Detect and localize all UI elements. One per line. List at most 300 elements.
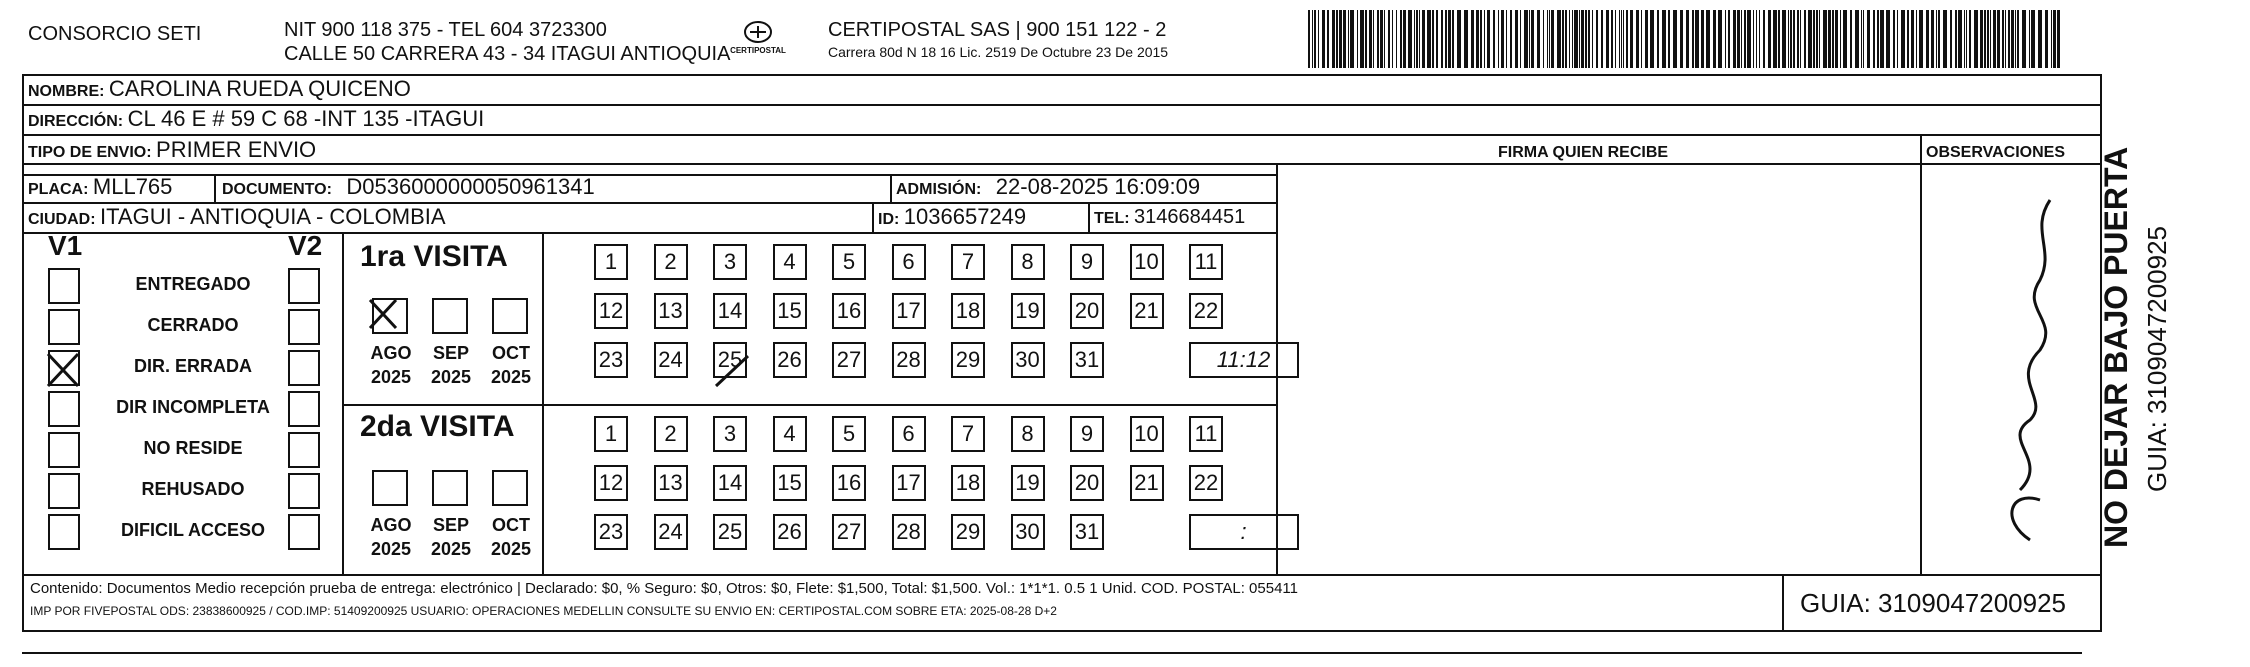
barcode-bar [1369, 10, 1372, 68]
day-box[interactable]: 28 [892, 514, 926, 550]
barcode-bar [1797, 10, 1799, 68]
barcode-bar [1403, 10, 1406, 68]
day-box[interactable]: 9 [1070, 244, 1104, 280]
observaciones-header: OBSERVACIONES [1926, 144, 2065, 161]
v1-checkbox[interactable] [48, 432, 80, 468]
v2-checkbox[interactable] [288, 268, 320, 304]
day-box[interactable]: 14 [713, 293, 747, 329]
status-label: DIR. ERRADA [133, 356, 252, 376]
day-box[interactable]: 24 [654, 342, 688, 378]
tel-row [1094, 206, 1245, 229]
day-box[interactable]: 14 [713, 465, 747, 501]
barcode-bar [1484, 10, 1485, 68]
month-checkbox[interactable] [492, 298, 528, 334]
month-label: AGO [370, 515, 412, 535]
day-box[interactable]: 3 [713, 416, 747, 452]
barcode-bar [1897, 10, 1898, 68]
barcode-bar [1601, 10, 1603, 68]
id-value: 1036657249 [903, 204, 1027, 229]
day-box[interactable]: 23 [594, 514, 628, 550]
barcode-bar [1611, 10, 1613, 68]
barcode-bar [2017, 10, 2019, 68]
dir-errada-check-mark [44, 350, 84, 390]
barcode-bar [1360, 10, 1364, 68]
barcode-bar [1487, 10, 1490, 68]
barcode-bar [1531, 10, 1534, 68]
barcode-bar [2031, 10, 2035, 68]
admision-label: ADMISIÓN: [896, 181, 982, 198]
v1-checkbox[interactable] [48, 309, 80, 345]
day-box[interactable]: 1 [594, 416, 628, 452]
barcode-bar [1725, 10, 1726, 68]
barcode-bar [2029, 10, 2030, 68]
barcode-bar [1990, 10, 1991, 68]
month-checkbox[interactable] [492, 470, 528, 506]
barcode-bar [1782, 10, 1786, 68]
barcode-bar [1619, 10, 1620, 68]
barcode-bar [1911, 10, 1914, 68]
barcode-bar [1974, 10, 1978, 68]
day-box[interactable]: 24 [654, 514, 688, 550]
ciudad-row [28, 204, 446, 230]
admision-row [896, 174, 1200, 200]
barcode-bar [1588, 10, 1590, 68]
day-box[interactable]: 19 [1011, 293, 1045, 329]
footer-imp: IMP POR FIVEPOSTAL ODS: 23838600925 / COD.IMP: 51409200925 USUARIO: OPERACIONES MEDELLIN CONSULTE SU ENVIO EN: CERTIPOSTAL.COM SOBRE ETA: 2025-08-28 D+2 [30, 604, 1057, 618]
day-box[interactable]: 31 [1070, 342, 1104, 378]
barcode-bar [1416, 10, 1418, 68]
barcode-bar [1741, 10, 1742, 68]
barcode-bar [1471, 10, 1474, 68]
placa-value: MLL765 [92, 174, 173, 199]
barcode-bar [1551, 10, 1554, 68]
barcode-bar [1936, 10, 1937, 68]
barcode-bar [1574, 10, 1578, 68]
barcode-bar [1419, 10, 1420, 68]
barcode-bar [2011, 10, 2014, 68]
barcode-bar [1547, 10, 1548, 68]
day-box[interactable]: 21 [1130, 293, 1164, 329]
tipo-label: TIPO DE ENVIO: [28, 144, 152, 161]
barcode-bar [1987, 10, 1989, 68]
barcode-bar [1543, 10, 1544, 68]
barcode-bar [1877, 10, 1879, 68]
barcode-bar [1308, 10, 1310, 68]
barcode-bar [1549, 10, 1550, 68]
v1-checkbox[interactable] [48, 268, 80, 304]
barcode-bar [1636, 10, 1639, 68]
barcode-bar [1384, 10, 1385, 68]
barcode-bar [1680, 10, 1683, 68]
barcode-bar [2053, 10, 2056, 68]
barcode-bar [1322, 10, 1325, 68]
tipo-row [28, 137, 316, 163]
barcode-bar [1520, 10, 1521, 68]
day-box[interactable]: 27 [832, 514, 866, 550]
barcode-bar [1396, 10, 1397, 68]
status-label: REHUSADO [141, 479, 245, 499]
placa-row [28, 174, 172, 200]
barcode-bar [1476, 10, 1479, 68]
barcode-bar [1392, 10, 1393, 68]
direccion-row [28, 106, 484, 132]
nombre-row [28, 76, 411, 102]
barcode-bar [1414, 10, 1415, 68]
day-box[interactable]: 19 [1011, 465, 1045, 501]
barcode-bar [1448, 10, 1451, 68]
v2-checkbox[interactable] [288, 432, 320, 468]
barcode-bar [1493, 10, 1495, 68]
day-box[interactable]: 16 [832, 293, 866, 329]
day-box[interactable]: 29 [951, 342, 985, 378]
barcode-bar [2057, 10, 2060, 68]
barcode-bar [1377, 10, 1379, 68]
barcode-bar [1926, 10, 1929, 68]
barcode-bar [1422, 10, 1425, 68]
day-box[interactable]: 30 [1011, 342, 1045, 378]
barcode-bar [1314, 10, 1316, 68]
nombre-label: NOMBRE: [28, 83, 105, 100]
barcode-bar [1840, 10, 1841, 68]
day-box[interactable]: 18 [951, 293, 985, 329]
status-label: DIFICIL ACCESO [120, 520, 265, 540]
barcode-bar [1713, 10, 1716, 68]
barcode-bar [1873, 10, 1875, 68]
handwritten-signature [1960, 190, 2080, 550]
barcode-bar [1861, 10, 1862, 68]
barcode-bar [1400, 10, 1402, 68]
day-box[interactable]: 25 [713, 342, 747, 378]
year-label: 2025 [490, 367, 532, 387]
barcode-bar [1457, 10, 1461, 68]
barcode-bar [1445, 10, 1447, 68]
month-label: AGO [370, 343, 412, 363]
ciudad-value: ITAGUI - ANTIOQUIA - COLOMBIA [100, 204, 446, 229]
barcode-bar [1984, 10, 1986, 68]
barcode-bar [1916, 10, 1917, 68]
direccion-value: CL 46 E # 59 C 68 -INT 135 -ITAGUI [127, 106, 485, 131]
barcode-bar [1630, 10, 1633, 68]
barcode-bar [1657, 10, 1659, 68]
barcode-bar [1938, 10, 1940, 68]
barcode-bar [1388, 10, 1390, 68]
day-box[interactable]: 10 [1130, 416, 1164, 452]
barcode-bar [1408, 10, 1412, 68]
barcode-bar [1673, 10, 1677, 68]
day-box[interactable]: 22 [1189, 293, 1223, 329]
id-row [878, 204, 1026, 230]
barcode-bar [1763, 10, 1765, 68]
day-box[interactable]: 15 [773, 465, 807, 501]
barcode-bar [1919, 10, 1923, 68]
placa-label: PLACA: [28, 181, 89, 198]
day-box[interactable]: 2 [654, 416, 688, 452]
visit1-title: 1ra VISITA [360, 240, 508, 273]
side-guia: GUIA: 3109047200925 [2142, 226, 2172, 492]
barcode-bar [1312, 10, 1313, 68]
barcode-bar [1813, 10, 1815, 68]
day-box[interactable]: 11 [1189, 244, 1223, 280]
day-box[interactable]: 7 [951, 416, 985, 452]
v1-checkbox[interactable] [48, 391, 80, 427]
barcode-bar [1427, 10, 1431, 68]
id-label: ID: [878, 211, 900, 228]
barcode-bar [1432, 10, 1434, 68]
barcode-bar [1907, 10, 1909, 68]
barcode-bar [1565, 10, 1567, 68]
barcode-bar [1336, 10, 1338, 68]
barcode-bar [1562, 10, 1564, 68]
barcode-bar [1606, 10, 1609, 68]
barcode-bar [2015, 10, 2016, 68]
barcode-bar [1823, 10, 1827, 68]
barcode-bar [1855, 10, 1859, 68]
barcode-bar [1964, 10, 1965, 68]
barcode-bar [1718, 10, 1722, 68]
barcode-bar [1650, 10, 1654, 68]
v2-checkbox[interactable] [288, 473, 320, 509]
day-box[interactable]: 13 [654, 465, 688, 501]
documento-row [222, 174, 595, 200]
v2-checkbox[interactable] [288, 391, 320, 427]
address-line: CALLE 50 CARRERA 43 - 34 ITAGUI ANTIOQUIA [284, 43, 731, 65]
barcode-bar [1380, 10, 1383, 68]
barcode-bar [1886, 10, 1890, 68]
barcode-bar [1348, 10, 1349, 68]
day-box[interactable]: 13 [654, 293, 688, 329]
day-box[interactable]: 11 [1189, 416, 1223, 452]
day-box[interactable]: 5 [832, 416, 866, 452]
barcode-bar [1641, 10, 1642, 68]
v1-checkbox[interactable] [48, 514, 80, 550]
day25-cross-mark [712, 352, 752, 392]
v2-checkbox[interactable] [288, 309, 320, 345]
form-frame [22, 74, 2102, 632]
year-label: 2025 [370, 539, 412, 559]
day-box[interactable]: 28 [892, 342, 926, 378]
license-line: Carrera 80d N 18 16 Lic. 2519 De Octubre 23 De 2015 [828, 44, 1169, 60]
day-box[interactable]: 20 [1070, 293, 1104, 329]
barcode-bar [1793, 10, 1795, 68]
barcode-bar [1515, 10, 1518, 68]
barcode-bar [1997, 10, 2000, 68]
day-box[interactable]: 23 [594, 342, 628, 378]
v2-checkbox[interactable] [288, 350, 320, 386]
barcode-bar [1615, 10, 1616, 68]
barcode-bar [1480, 10, 1482, 68]
barcode-bar [1373, 10, 1374, 68]
barcode-bar [1835, 10, 1838, 68]
barcode-bar [1506, 10, 1507, 68]
barcode-bar [1744, 10, 1746, 68]
barcode-bar [1950, 10, 1952, 68]
certipostal-logo [728, 18, 788, 64]
barcode-bar [1816, 10, 1818, 68]
day-box[interactable]: 29 [951, 514, 985, 550]
barcode-bar [1596, 10, 1598, 68]
direccion-label: DIRECCIÓN: [28, 113, 124, 130]
tel-label: TEL: [1094, 210, 1130, 227]
barcode-bar [1537, 10, 1540, 68]
barcode-bar [1931, 10, 1934, 68]
day-box[interactable]: 15 [773, 293, 807, 329]
day-box[interactable]: 17 [892, 465, 926, 501]
barcode-bar [1695, 10, 1699, 68]
barcode-bar [1592, 10, 1593, 68]
day-box[interactable]: 8 [1011, 244, 1045, 280]
year-label: 2025 [490, 539, 532, 559]
day-box[interactable]: 1 [594, 244, 628, 280]
barcode-bar [1901, 10, 1905, 68]
barcode-bar [1365, 10, 1367, 68]
barcode-bar [1804, 10, 1806, 68]
barcode-bar [1623, 10, 1624, 68]
day-box[interactable]: 30 [1011, 514, 1045, 550]
barcode-bar [1529, 10, 1530, 68]
month-checkbox[interactable] [432, 470, 468, 506]
barcode-bar [1753, 10, 1754, 68]
barcode-bar [1819, 10, 1820, 68]
day-box[interactable]: 26 [773, 342, 807, 378]
barcode-bar [1788, 10, 1789, 68]
day-box[interactable]: 5 [832, 244, 866, 280]
day-box[interactable]: 12 [594, 293, 628, 329]
certipostal-line: CERTIPOSTAL SAS | 900 151 122 - 2 [828, 19, 1167, 41]
barcode-bar [1452, 10, 1454, 68]
time-box[interactable]: 11:12 [1189, 342, 1299, 378]
barcode-bar [1626, 10, 1628, 68]
barcode-bar [2045, 10, 2048, 68]
barcode-bar [1832, 10, 1834, 68]
barcode-bar [1747, 10, 1751, 68]
barcode-bar [1662, 10, 1666, 68]
day-box[interactable]: 4 [773, 416, 807, 452]
day-box[interactable]: 12 [594, 465, 628, 501]
barcode-bar [1645, 10, 1648, 68]
barcode-bar [1569, 10, 1570, 68]
barcode-bar [1943, 10, 1947, 68]
day-box[interactable]: 8 [1011, 416, 1045, 452]
company-name: CONSORCIO SETI [28, 23, 202, 45]
year-label: 2025 [430, 367, 472, 387]
barcode-bar [1621, 10, 1622, 68]
month-label: SEP [432, 515, 470, 535]
barcode-bar [1339, 10, 1342, 68]
barcode-bar [1850, 10, 1852, 68]
visit2-title: 2da VISITA [360, 410, 515, 443]
barcode-bar [2022, 10, 2026, 68]
day-box[interactable]: 20 [1070, 465, 1104, 501]
barcode-bar [1773, 10, 1777, 68]
day-box[interactable]: 21 [1130, 465, 1164, 501]
barcode-bar [1441, 10, 1443, 68]
day-box[interactable]: 22 [1189, 465, 1223, 501]
day-box[interactable]: 2 [654, 244, 688, 280]
barcode-bar [1759, 10, 1760, 68]
barcode-bar [1728, 10, 1730, 68]
barcode-bar [1756, 10, 1757, 68]
month-label: SEP [432, 343, 470, 363]
footer-contenido: Contenido: Documentos Medio recepción prueba de entrega: electrónico | Declarado: $0, % Seguro: $0, Otros: $0, Flete: $1,500, Total: $1,500. Vol.: 1*1*1. 0.5 1 Unid. COD. POSTAL: 055411 [30, 580, 1298, 597]
barcode-bar [1701, 10, 1704, 68]
barcode-bar [1863, 10, 1864, 68]
day-box[interactable]: 10 [1130, 244, 1164, 280]
day-box[interactable]: 6 [892, 244, 926, 280]
no-dejar-bajo-puerta: NO DEJAR BAJO PUERTA [2098, 146, 2134, 548]
firma-header: FIRMA QUIEN RECIBE [1498, 144, 1669, 161]
barcode-bar [1579, 10, 1580, 68]
nit-line: NIT 900 118 375 - TEL 604 3723300 [284, 19, 607, 41]
day-box[interactable]: 3 [713, 244, 747, 280]
status-label: DIR INCOMPLETA [116, 397, 270, 417]
time-box[interactable]: : [1189, 514, 1299, 550]
barcode-bar [1955, 10, 1957, 68]
day-box[interactable]: 27 [832, 342, 866, 378]
barcode-bar [1581, 10, 1584, 68]
month-checkbox[interactable] [372, 470, 408, 506]
barcode-bar [1585, 10, 1587, 68]
barcode-bar [1800, 10, 1801, 68]
admision-value: 22-08-2025 16:09:09 [995, 174, 1201, 199]
v2-checkbox[interactable] [288, 514, 320, 550]
day-box[interactable]: 16 [832, 465, 866, 501]
v1-checkbox[interactable] [48, 473, 80, 509]
barcode-bar [1980, 10, 1983, 68]
day-box[interactable]: 7 [951, 244, 985, 280]
barcode-bar [1498, 10, 1499, 68]
barcode-bar [1966, 10, 1967, 68]
nombre-value: CAROLINA RUEDA QUICENO [108, 76, 411, 101]
barcode-bar [1958, 10, 1962, 68]
barcode-bar [1510, 10, 1512, 68]
barcode-bar [2008, 10, 2010, 68]
barcode-bar [2038, 10, 2042, 68]
barcode-bar [1733, 10, 1736, 68]
barcode-bar [1808, 10, 1812, 68]
ciudad-label: CIUDAD: [28, 211, 96, 228]
visit1-month-check-mark [364, 294, 404, 334]
footer-guia: GUIA: 3109047200925 [1800, 588, 2066, 618]
day-box[interactable]: 9 [1070, 416, 1104, 452]
barcode-bar [1686, 10, 1689, 68]
barcode-bar [1828, 10, 1831, 68]
day-box[interactable]: 26 [773, 514, 807, 550]
day-box[interactable]: 25 [713, 514, 747, 550]
day-box[interactable]: 31 [1070, 514, 1104, 550]
barcode-bar [1706, 10, 1710, 68]
barcode-bar [2002, 10, 2004, 68]
v1-label: V1 [48, 230, 83, 261]
barcode-bar [1350, 10, 1354, 68]
v2-label: V2 [288, 230, 323, 261]
barcode-bar [1557, 10, 1561, 68]
status-label: ENTREGADO [135, 274, 251, 294]
day-box[interactable]: 18 [951, 465, 985, 501]
day-box[interactable]: 17 [892, 293, 926, 329]
barcode-bar [1880, 10, 1884, 68]
documento-label: DOCUMENTO: [222, 181, 332, 198]
barcode-bar [1318, 10, 1319, 68]
barcode-bar [1790, 10, 1792, 68]
tel-value: 3146684451 [1134, 206, 1246, 228]
barcode-bar [2051, 10, 2052, 68]
month-checkbox[interactable] [432, 298, 468, 334]
day-box[interactable]: 4 [773, 244, 807, 280]
barcode-bar [1692, 10, 1694, 68]
barcode-bar [1668, 10, 1670, 68]
day-box[interactable]: 6 [892, 416, 926, 452]
barcode-bar [1436, 10, 1438, 68]
